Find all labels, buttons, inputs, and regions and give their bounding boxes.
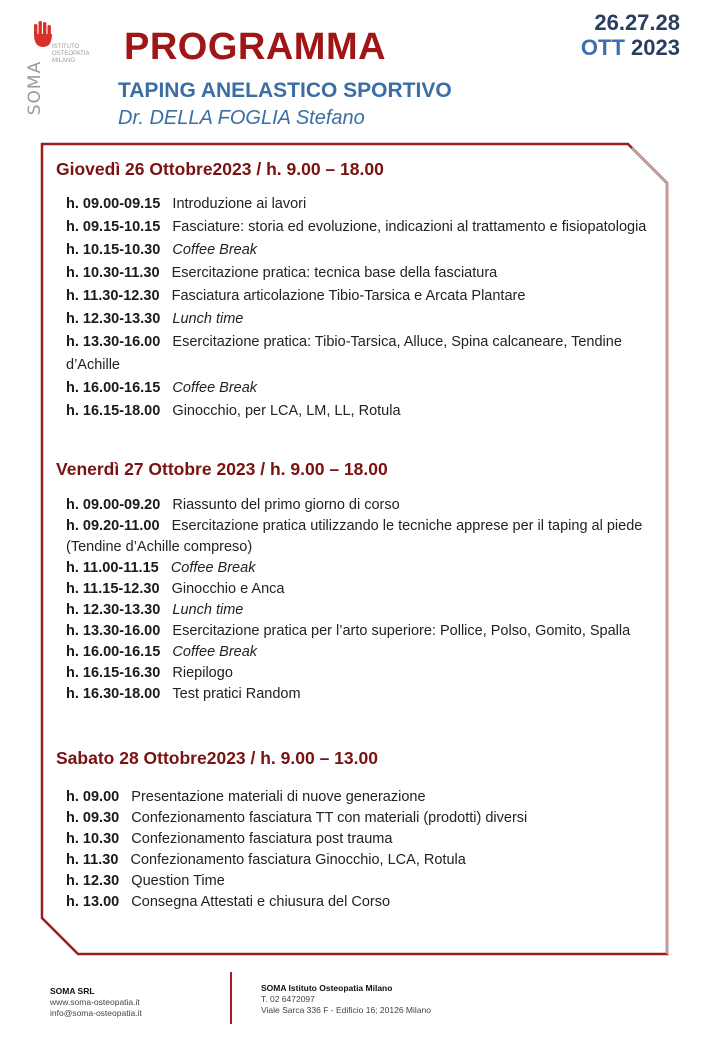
day-heading-saturday: Sabato 28 Ottobre2023 / h. 9.00 – 13.00 bbox=[56, 748, 378, 768]
schedule-row: h. 16.00-16.15 Coffee Break bbox=[66, 380, 258, 396]
company-name: SOMA SRL bbox=[50, 986, 95, 996]
course-teacher: Dr. DELLA FOGLIA Stefano bbox=[118, 107, 365, 129]
schedule-list-friday bbox=[66, 495, 660, 705]
day-heading-friday: Venerdì 27 Ottobre 2023 / h. 9.00 – 18.00 bbox=[56, 459, 388, 479]
institute-phone: T. 02 6472097 bbox=[261, 994, 315, 1004]
event-date bbox=[581, 10, 680, 60]
schedule-row: h. 11.00-11.15 Coffee Break bbox=[66, 560, 256, 576]
company-email-link[interactable]: info@soma-osteopatia.it bbox=[50, 1008, 142, 1018]
event-days: 26.27.28 bbox=[594, 10, 680, 35]
schedule-row: h. 10.30-11.30 Esercitazione pratica: tecnica base della fasciatura bbox=[66, 265, 498, 281]
schedule-list-saturday bbox=[66, 787, 660, 913]
schedule-row: h. 09.00 Presentazione materiali di nuove generazione bbox=[66, 789, 426, 805]
schedule-row: h. 11.30-12.30 Fasciatura articolazione Tibio-Tarsica e Arcata Plantare bbox=[66, 288, 526, 304]
schedule-row: h. 13.00 Consegna Attestati e chiusura del Corso bbox=[66, 894, 391, 910]
schedule-row: h. 16.15-18.00 Ginocchio, per LCA, LM, LL, Rotula bbox=[66, 403, 401, 419]
schedule-row: h. 16.30-18.00 Test pratici Random bbox=[66, 686, 301, 702]
logo-wordmark: SOMA bbox=[25, 60, 46, 116]
schedule-row: h. 10.15-10.30 Coffee Break bbox=[66, 242, 258, 258]
company-website-link[interactable]: www.soma-osteopatia.it bbox=[50, 997, 140, 1007]
schedule-list-thursday bbox=[66, 193, 660, 423]
schedule-row: h. 16.00-16.15 Coffee Break bbox=[66, 644, 258, 660]
schedule-row: h. 13.30-16.00 Esercitazione pratica per l’arto superiore: Pollice, Polso, Gomito, Spalla bbox=[66, 623, 631, 639]
schedule-row: h. 09.00-09.15 Introduzione ai lavori bbox=[66, 196, 307, 212]
schedule-row: h. 12.30-13.30 Lunch time bbox=[66, 602, 244, 618]
schedule-row: h. 09.15-10.15 Fasciature: storia ed evoluzione, indicazioni al trattamento e fisiopatologia bbox=[66, 219, 647, 235]
schedule-row: h. 10.30 Confezionamento fasciatura post trauma bbox=[66, 831, 393, 847]
schedule-row: h. 09.00-09.20 Riassunto del primo giorno di corso bbox=[66, 497, 400, 513]
schedule-row: h. 13.30-16.00 Esercitazione pratica: Tibio-Tarsica, Alluce, Spina calcaneare, Tendine d’Achille bbox=[66, 334, 622, 373]
schedule-row: h. 12.30-13.30 Lunch time bbox=[66, 311, 244, 327]
schedule-row: h. 16.15-16.30 Riepilogo bbox=[66, 665, 233, 681]
footer-divider bbox=[230, 972, 232, 1024]
schedule-row: h. 12.30 Question Time bbox=[66, 873, 225, 889]
footer-company bbox=[50, 986, 142, 1019]
schedule-row: h. 11.30 Confezionamento fasciatura Ginocchio, LCA, Rotula bbox=[66, 852, 466, 868]
hand-icon bbox=[32, 20, 54, 48]
page-title: PROGRAMMA bbox=[124, 26, 387, 68]
schedule-row: h. 09.20-11.00 Esercitazione pratica utilizzando le tecniche apprese per il taping al piede (Tendine d’Achille compreso) bbox=[66, 518, 643, 555]
logo-subtitle: ISTITUTO OSTEOPATIA MILANO bbox=[52, 44, 90, 64]
course-title: TAPING ANELASTICO SPORTIVO bbox=[118, 79, 452, 102]
day-heading-thursday: Giovedì 26 Ottobre2023 / h. 9.00 – 18.00 bbox=[56, 159, 384, 179]
event-month-year: OTT 2023 bbox=[580, 35, 680, 60]
schedule-row: h. 09.30 Confezionamento fasciatura TT con materiali (prodotti) diversi bbox=[66, 810, 528, 826]
institute-address: Viale Sarca 336 F - Edificio 16; 20126 Milano bbox=[261, 1005, 431, 1015]
institute-name: SOMA Istituto Osteopatia Milano bbox=[261, 983, 393, 993]
footer-institute bbox=[261, 983, 431, 1016]
soma-logo bbox=[22, 20, 90, 116]
schedule-row: h. 11.15-12.30 Ginocchio e Anca bbox=[66, 581, 285, 597]
